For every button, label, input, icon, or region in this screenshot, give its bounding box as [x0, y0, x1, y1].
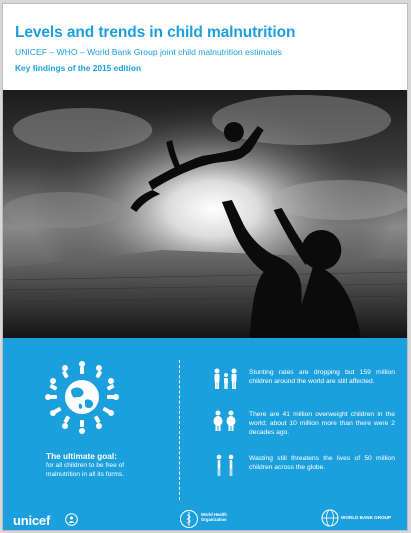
stunting-children-icon [211, 368, 239, 392]
panel-divider [179, 360, 180, 500]
who-logo-line1: World Health [201, 512, 227, 517]
key-findings-panel [3, 338, 407, 531]
unicef-emblem-icon [65, 513, 78, 526]
fact-stunting-text: Stunting rates are dropping but 159 million children around the world are still affected. [249, 369, 395, 385]
who-logo-line2: Organization [201, 517, 227, 522]
goal-text: for all children to be free of malnutrition in all its forms. [46, 462, 125, 478]
who-logo-text [201, 512, 227, 522]
overweight-children-icon [211, 410, 239, 434]
worldbank-logo-text: WORLD BANK GROUP [341, 515, 392, 520]
cover-photo [3, 90, 407, 338]
cover-header [3, 4, 407, 90]
page-subtitle: UNICEF – WHO – World Bank Group joint child malnutrition estimates [15, 47, 282, 57]
report-cover [2, 3, 408, 531]
edition-label: Key findings of the 2015 edition [15, 63, 142, 73]
goal-heading: The ultimate goal: [46, 451, 117, 461]
fact-wasting-text: Wasting still threatens the lives of 50 million children across the globe. [249, 455, 395, 471]
unicef-logo: unicef [13, 513, 51, 528]
worldbank-emblem-icon [321, 509, 339, 527]
fact-overweight-text: There are 41 million overweight children in the world; about 10 million more than there were 2 decades ago. [249, 411, 395, 436]
parent-lifting-child-photo [3, 90, 407, 338]
who-emblem-icon [179, 509, 199, 529]
wasting-children-icon [211, 454, 239, 478]
page-title: Levels and trends in child malnutrition [15, 24, 296, 41]
children-around-globe-icon [41, 356, 123, 438]
